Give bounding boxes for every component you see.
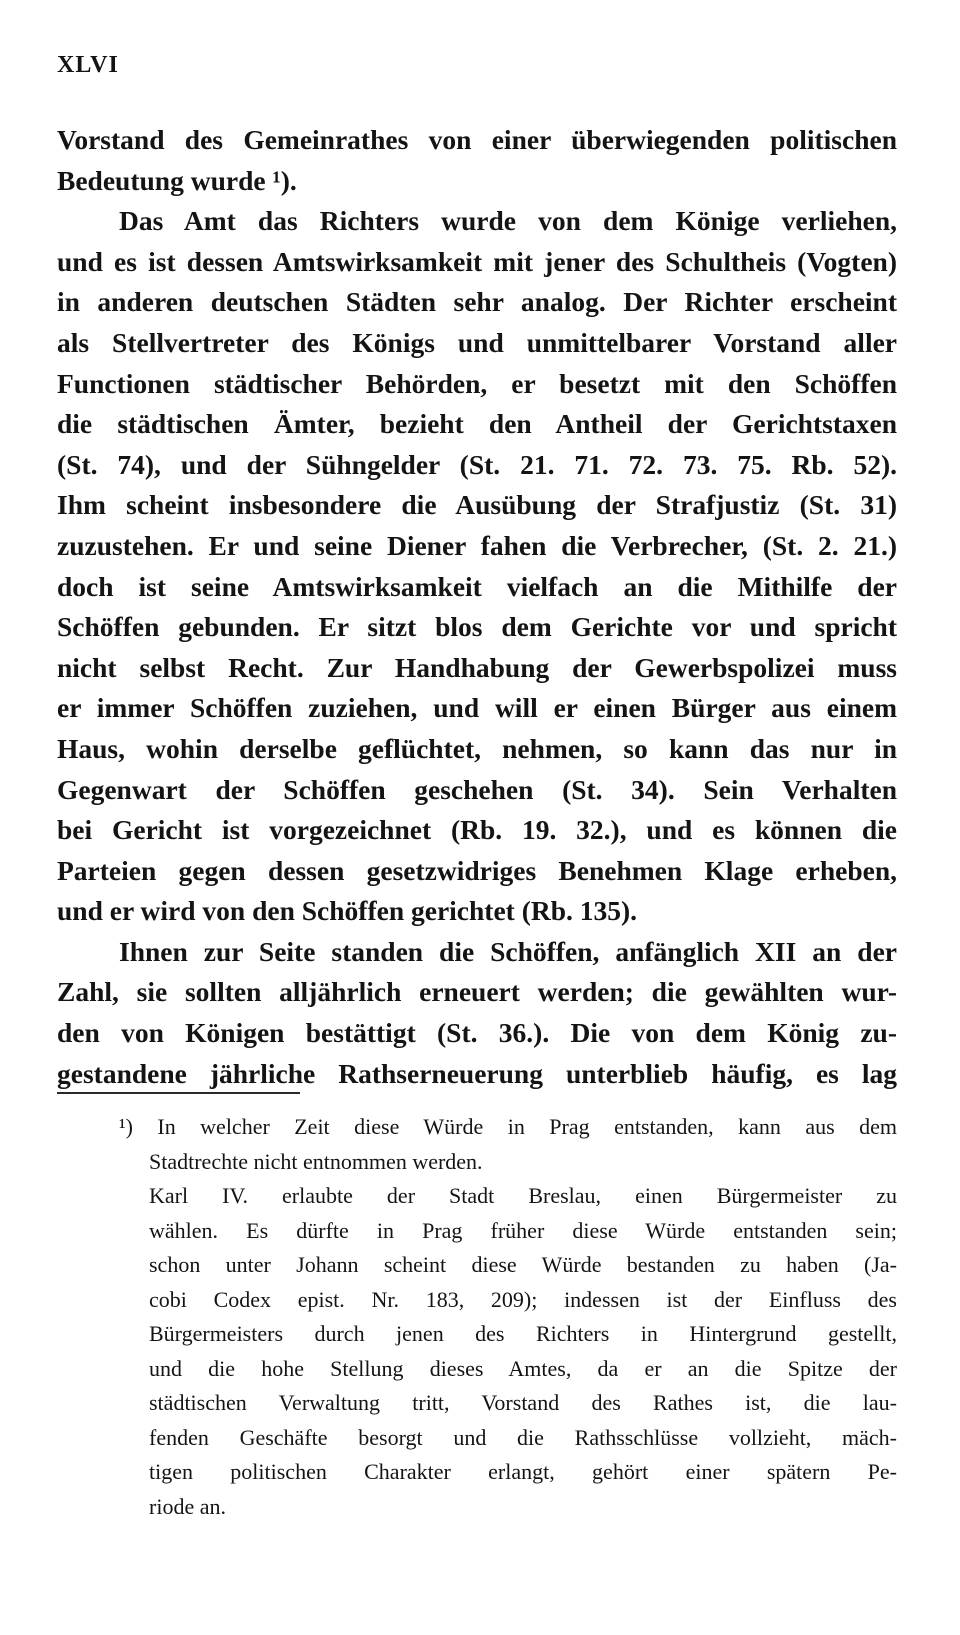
footnote-line: riode an. xyxy=(149,1493,226,1519)
footnote-line: Karl IV. erlaubte der Stadt Breslau, einen Bürgermeister zu xyxy=(149,1183,897,1208)
body-line: nicht selbst Recht. Zur Handhabung der Gewerbspolizei muss xyxy=(57,651,897,683)
body-line: und er wird von den Schöffen gerichtet (Rb. 135). xyxy=(57,895,638,927)
footnote-line: fenden Geschäfte besorgt und die Rathsschlüsse vollzieht, mäch- xyxy=(149,1424,897,1450)
footnote-line: tigen politischen Charakter erlangt, gehört einer spätern Pe- xyxy=(149,1459,897,1484)
body-line: zuzustehen. Er und seine Diener fahen die Verbrecher, (St. 2. 21.) xyxy=(57,529,897,561)
footnote-line: Stadtrechte nicht entnommen werden. xyxy=(149,1148,483,1174)
footnote-divider xyxy=(57,1092,300,1094)
body-line: (St. 74), und der Sühngelder (St. 21. 71. 72. 73. 75. Rb. 52). xyxy=(57,448,897,480)
body-line: Zahl, sie sollten alljährlich erneuert werden; die gewählten wur- xyxy=(57,976,897,1008)
footnote-line: schon unter Johann scheint diese Würde bestanden zu haben (Ja- xyxy=(149,1252,897,1277)
body-line: Ihm scheint insbesondere die Ausübung der Strafjustiz (St. 31) xyxy=(57,489,897,521)
footnote-line: städtischen Verwaltung tritt, Vorstand des Rathes ist, die lau- xyxy=(149,1390,897,1415)
body-line: Das Amt das Richters wurde von dem Könige verliehen, xyxy=(119,205,897,237)
footnote-line: ¹) In welcher Zeit diese Würde in Prag entstanden, kann aus dem xyxy=(119,1114,897,1139)
body-line: den von Königen bestättigt (St. 36.). Die von dem König zu- xyxy=(57,1017,897,1049)
body-line: Haus, wohin derselbe geflüchtet, nehmen, so kann das nur in xyxy=(57,732,897,764)
body-line: Bedeutung wurde ¹). xyxy=(57,164,297,196)
body-line: gestandene jährliche Rathserneuerung unterblieb häufig, es lag xyxy=(57,1057,897,1089)
body-line: Parteien gegen dessen gesetzwidriges Benehmen Klage erheben, xyxy=(57,854,897,886)
body-line: er immer Schöffen zuziehen, und will er einen Bürger aus einem xyxy=(57,692,897,724)
body-line: und es ist dessen Amtswirksamkeit mit jener des Schultheis (Vogten) xyxy=(57,245,897,277)
page-number: XLVI xyxy=(57,52,119,78)
body-line: bei Gericht ist vorgezeichnet (Rb. 19. 32.), und es können die xyxy=(57,814,897,846)
body-line: Gegenwart der Schöffen geschehen (St. 34). Sein Verhalten xyxy=(57,773,897,805)
body-line: als Stellvertreter des Königs und unmittelbarer Vorstand aller xyxy=(57,326,897,358)
footnote-line: und die hohe Stellung dieses Amtes, da er an die Spitze der xyxy=(149,1355,897,1381)
footnote-line: cobi Codex epist. Nr. 183, 209); indessen ist der Einfluss des xyxy=(149,1286,897,1312)
footnotes xyxy=(57,1110,897,1524)
body-line: Vorstand des Gemeinrathes von einer überwiegenden politischen xyxy=(57,124,897,155)
body-line: Ihnen zur Seite standen die Schöffen, anfänglich XII an der xyxy=(119,935,897,967)
body-line: Schöffen gebunden. Er sitzt blos dem Gerichte vor und spricht xyxy=(57,611,897,643)
body-line: Functionen städtischer Behörden, er besetzt mit den Schöffen xyxy=(57,367,897,399)
body-line: in anderen deutschen Städten sehr analog. Der Richter erscheint xyxy=(57,286,897,318)
body-line: die städtischen Ämter, bezieht den Antheil der Gerichtstaxen xyxy=(57,408,897,440)
footnote-line: wählen. Es dürfte in Prag früher diese Würde entstanden sein; xyxy=(149,1217,897,1243)
body-text xyxy=(57,120,897,1094)
footnote-line: Bürgermeisters durch jenen des Richters in Hintergrund gestellt, xyxy=(149,1321,897,1346)
body-line: doch ist seine Amtswirksamkeit vielfach an die Mithilfe der xyxy=(57,570,897,602)
